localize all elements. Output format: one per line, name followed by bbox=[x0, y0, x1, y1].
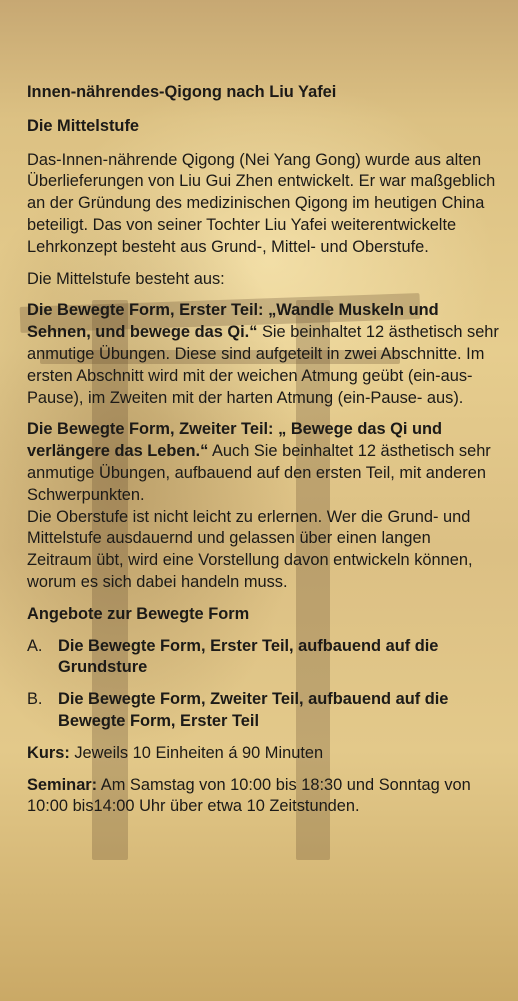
seminar-text: Am Samstag von 10:00 bis 18:30 und Sonntag von 10:00 bis14:00 Uhr über etwa 10 Zeitstunden. bbox=[27, 775, 471, 816]
part1-heading: Die Bewegte Form, Erster Teil: „Wandle Muskeln und Sehnen, und bewege das Qi.“ bbox=[27, 301, 439, 342]
list-marker: A. bbox=[27, 636, 43, 655]
offers-heading: Angebote zur Bewegte Form bbox=[27, 604, 250, 623]
part2-heading: Die Bewegte Form, Zweiter Teil: „ Bewege das Qi und verlängere das Leben.“ bbox=[27, 420, 443, 461]
kurs-text: Jeweils 10 Einheiten á 90 Minuten bbox=[69, 743, 324, 762]
list-item bbox=[27, 636, 499, 680]
seminar-label: Seminar: bbox=[27, 775, 98, 794]
seminar-line bbox=[27, 775, 499, 819]
part2-paragraph bbox=[27, 419, 499, 593]
part1-text: Sie beinhaltet 12 ästhetisch sehr anmutige Übungen. Diese sind aufgeteilt in zwei Abschnitte. Im ersten Abschnitt wird mit der weichen Atmung geübt (ein-aus-Pause), im Zweiten mit der harten Atmung (ein-Pause- aus). bbox=[27, 323, 499, 407]
document-body bbox=[27, 82, 499, 828]
kurs-line bbox=[27, 743, 499, 765]
list-marker: B. bbox=[27, 690, 43, 709]
intro-paragraph: Das-Innen-nährende Qigong (Nei Yang Gong) wurde aus alten Überlieferungen von Liu Gui Zhen entwickelt. Er war maßgeblich an der Gründung des medizinischen Qigong im heutigen China beteiligt. Das von seiner Tochter Liu Yafei weiterentwickelte Lehrkonzept besteht aus Grund-, Mittel- und Oberstufe. bbox=[27, 150, 496, 256]
part2-text: Auch Sie beinhaltet 12 ästhetisch sehr anmutige Übungen, aufbauend auf den ersten Teil, mit anderen Schwerpunkten. bbox=[27, 442, 491, 504]
section-subtitle: Die Mittelstufe bbox=[27, 116, 140, 135]
offer-text: Die Bewegte Form, Erster Teil, aufbauend auf die Grundsture bbox=[58, 636, 439, 677]
offer-text: Die Bewegte Form, Zweiter Teil, aufbauend auf die Bewegte Form, Erster Teil bbox=[58, 690, 449, 730]
kurs-label: Kurs: bbox=[27, 743, 70, 762]
consists-of-line: Die Mittelstufe besteht aus: bbox=[27, 269, 225, 288]
page-title: Innen-nährendes-Qigong nach Liu Yafei bbox=[27, 83, 337, 101]
offers-list bbox=[27, 636, 499, 733]
list-item bbox=[27, 689, 499, 733]
oberstufe-text: Die Oberstufe ist nicht leicht zu erlernen. Wer die Grund- und Mittelstufe ausdauernd und gelassen über einen langen Zeitraum übt, wird eine Vorstellung davon entwickeln können, worum es sich dabei handeln muss. bbox=[27, 507, 473, 591]
part1-paragraph bbox=[27, 300, 499, 409]
